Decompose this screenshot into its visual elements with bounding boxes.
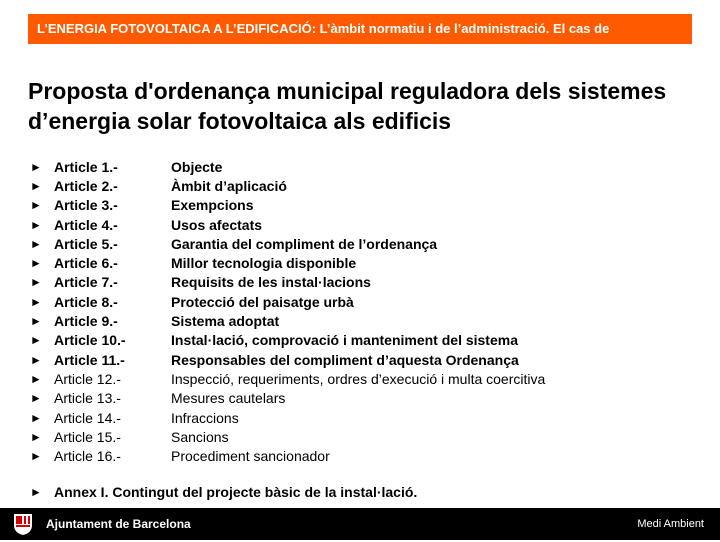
arrow-bullet-icon: ► bbox=[30, 178, 42, 193]
article-row bbox=[30, 369, 710, 388]
article-number: Article 16.- bbox=[54, 448, 121, 465]
article-row bbox=[30, 273, 710, 292]
arrow-bullet-icon: ► bbox=[30, 352, 42, 367]
article-description: Infraccions bbox=[171, 409, 239, 426]
article-row bbox=[30, 292, 710, 311]
arrow-bullet-icon: ► bbox=[30, 485, 42, 499]
article-row bbox=[30, 446, 710, 465]
arrow-bullet-icon: ► bbox=[30, 391, 42, 406]
article-number: Article 5.- bbox=[54, 235, 118, 252]
arrow-bullet-icon: ► bbox=[30, 410, 42, 425]
article-number: Article 6.- bbox=[54, 255, 118, 272]
article-number: Article 12.- bbox=[54, 370, 121, 387]
article-description: Sancions bbox=[171, 428, 229, 445]
arrow-bullet-icon: ► bbox=[30, 236, 42, 251]
article-row bbox=[30, 408, 710, 427]
arrow-bullet-icon: ► bbox=[30, 333, 42, 348]
article-row bbox=[30, 427, 710, 446]
article-number: Article 11.- bbox=[54, 351, 125, 368]
arrow-bullet-icon: ► bbox=[30, 429, 42, 444]
arrow-bullet-icon: ► bbox=[30, 217, 42, 232]
article-description: Millor tecnologia disponible bbox=[171, 255, 357, 272]
article-number: Article 3.- bbox=[54, 197, 118, 214]
article-row bbox=[30, 311, 710, 330]
article-number: Article 15.- bbox=[54, 428, 121, 445]
article-list bbox=[30, 157, 710, 466]
article-number: Article 13.- bbox=[54, 390, 121, 407]
barcelona-shield-icon bbox=[10, 511, 36, 537]
arrow-bullet-icon: ► bbox=[30, 275, 42, 290]
article-number: Article 1.- bbox=[54, 158, 118, 175]
arrow-bullet-icon: ► bbox=[30, 159, 42, 174]
article-description: Procediment sancionador bbox=[171, 448, 330, 465]
article-row bbox=[30, 234, 710, 253]
article-row bbox=[30, 196, 710, 215]
annex-item bbox=[30, 484, 417, 500]
slide-title: Proposta d'ordenança municipal reguladora dels sistemes d’energia solar fotovoltaica als edificis bbox=[28, 78, 667, 134]
article-number: Article 7.- bbox=[54, 274, 118, 291]
article-description: Sistema adoptat bbox=[171, 313, 280, 330]
article-description: Objecte bbox=[171, 158, 223, 175]
article-number: Article 9.- bbox=[54, 313, 118, 330]
arrow-bullet-icon: ► bbox=[30, 314, 42, 329]
article-row bbox=[30, 350, 710, 369]
article-description: Requisits de les instal·lacions bbox=[171, 274, 371, 291]
article-description: Instal·lació, comprovació i manteniment del sistema bbox=[171, 332, 518, 349]
article-number: Article 8.- bbox=[54, 293, 118, 310]
article-description: Usos afectats bbox=[171, 216, 263, 233]
article-description: Exempcions bbox=[171, 197, 254, 214]
arrow-bullet-icon: ► bbox=[30, 294, 42, 309]
department-name: Medi Ambient bbox=[637, 518, 704, 530]
article-description: Protecció del paisatge urbà bbox=[171, 293, 354, 310]
arrow-bullet-icon: ► bbox=[30, 256, 42, 271]
article-row bbox=[30, 176, 710, 195]
article-row bbox=[30, 253, 710, 272]
article-number: Article 2.- bbox=[54, 177, 118, 194]
arrow-bullet-icon: ► bbox=[30, 449, 42, 464]
article-number: Article 14.- bbox=[54, 409, 121, 426]
annex-text: Annex I. Contingut del projecte bàsic de la instal·lació. bbox=[54, 484, 418, 500]
organization-name: Ajuntament de Barcelona bbox=[46, 517, 191, 531]
article-row bbox=[30, 389, 710, 408]
article-description: Garantia del compliment de l’ordenança bbox=[171, 235, 438, 252]
footer-bar bbox=[0, 508, 720, 540]
article-row bbox=[30, 215, 710, 234]
article-description: Inspecció, requeriments, ordres d’execució i multa coercitiva bbox=[171, 370, 546, 387]
header-banner: L’ENERGIA FOTOVOLTAICA A L’EDIFICACIÓ: L’àmbit normatiu i de l’administració. El cas de bbox=[28, 14, 692, 44]
article-description: Àmbit d’aplicació bbox=[171, 177, 287, 194]
article-row bbox=[30, 157, 710, 176]
article-description: Mesures cautelars bbox=[171, 390, 286, 407]
article-row bbox=[30, 331, 710, 350]
article-number: Article 4.- bbox=[54, 216, 118, 233]
article-number: Article 10.- bbox=[54, 332, 126, 349]
arrow-bullet-icon: ► bbox=[30, 198, 42, 213]
arrow-bullet-icon: ► bbox=[30, 371, 42, 386]
article-description: Responsables del compliment d’aquesta Ordenança bbox=[171, 351, 519, 368]
